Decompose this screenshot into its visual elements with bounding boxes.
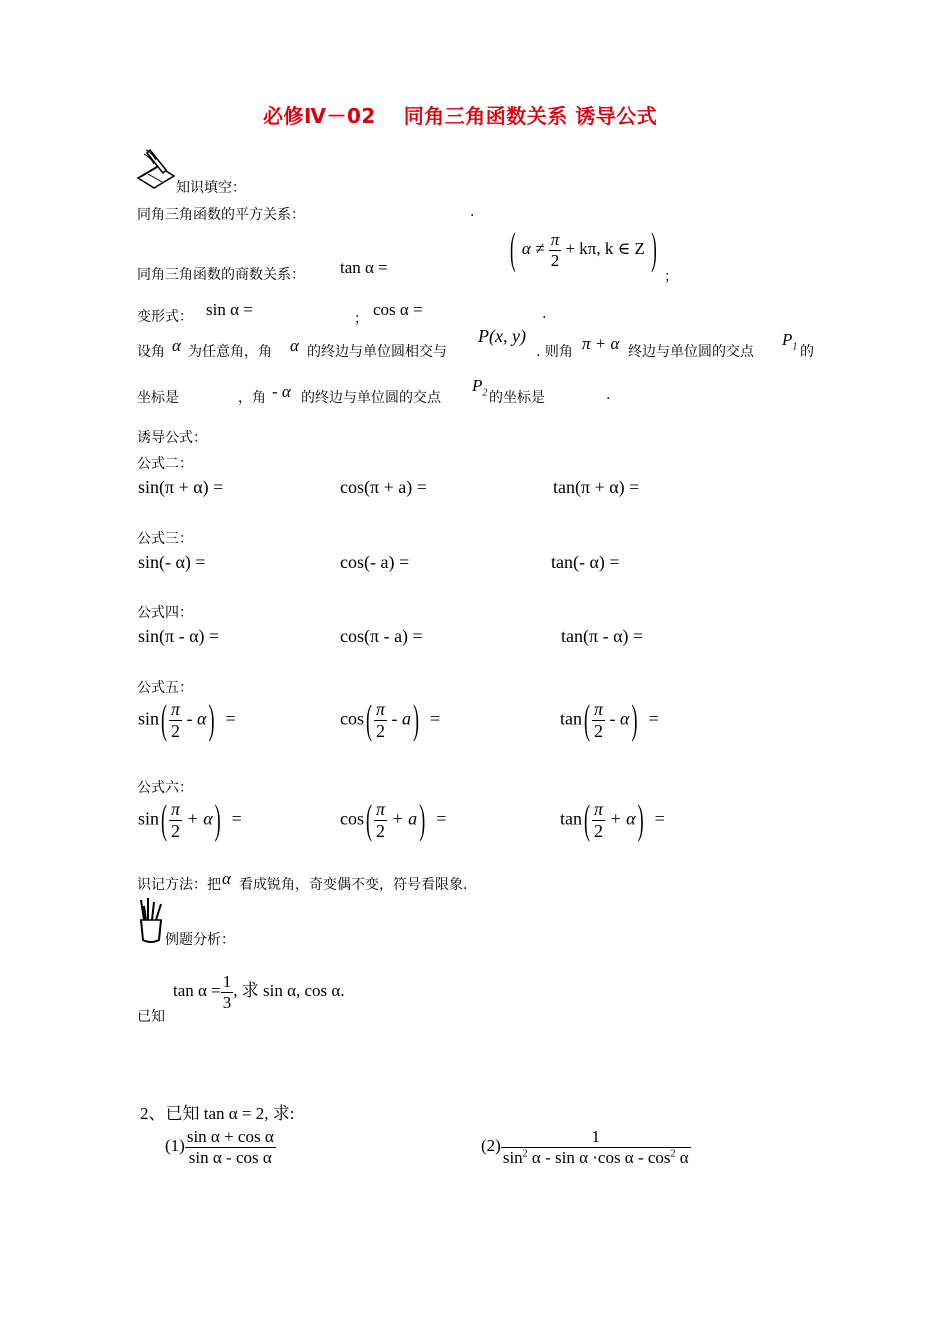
formula-5-label: 公式五：: [137, 680, 193, 696]
ex2-part2-den-c: α: [679, 1147, 689, 1167]
quotient-cond-num: π: [550, 230, 560, 249]
formula-5-sin-eq: =: [225, 708, 236, 729]
formula-6-cos-num: π: [376, 799, 386, 819]
formula-5-cos: cos ( $\frac{\pi}{2}$ - a ) =: [340, 696, 441, 743]
unit-circle-text-4: . 则角: [536, 344, 573, 360]
section-examples-label: 例题分析：: [165, 932, 235, 948]
coord-p2: [472, 376, 487, 398]
pencil-cup-icon: [137, 896, 165, 944]
formula-6-tan-den: 2: [594, 820, 604, 841]
formula-6-sin-eq: =: [231, 808, 242, 829]
variant-sin: sin α =: [206, 300, 253, 319]
ex1-lhs: tan α =: [173, 980, 221, 1000]
formula-5-cos-fn: cos: [340, 708, 364, 729]
ex2-part1-label: (1): [165, 1135, 185, 1155]
coord-text-2: ，角: [238, 390, 266, 406]
unit-circle-p1-letter: P: [782, 330, 793, 349]
ex2-part1-den: sin α - cos α: [188, 1147, 272, 1167]
ex2-part2-num: 1: [501, 1127, 691, 1148]
unit-circle-alpha: α: [172, 336, 181, 355]
ex1-prefix: 已知: [137, 1009, 165, 1025]
formula-5-cos-eq: =: [430, 708, 441, 729]
coord-text-3: 的终边与单位圆的交点: [301, 390, 441, 406]
formula-6-cos-fn: cos: [340, 808, 364, 829]
unit-circle-text-5: 终边与单位圆的交点: [628, 344, 754, 360]
formula-6-label: 公式六：: [137, 780, 193, 796]
unit-circle-text-6: 的: [800, 344, 814, 360]
quotient-condition: ( α ≠ $\frac{\pi}{2}$ + kπ, k ∈ Z ): [510, 224, 657, 274]
formula-3-cos: cos(- a) =: [340, 552, 410, 572]
formula-4-cos: cos(π - a) =: [340, 626, 423, 646]
ex2-part2-den-sup1: 2: [522, 1147, 528, 1159]
unit-circle-text-1: 设角: [137, 344, 165, 360]
ex2-part2-den: [501, 1148, 691, 1168]
formula-2-sin: sin(π + α) =: [138, 477, 224, 497]
formula-5-cos-den: 2: [376, 720, 386, 741]
variant-sep: ；: [354, 311, 368, 327]
quotient-lhs: tan α =: [340, 258, 388, 277]
formula-5-tan-num: π: [594, 699, 604, 719]
formula-5-sin-fn: sin: [138, 708, 160, 729]
formula-5-tan-eq: =: [648, 708, 659, 729]
coord-neg-alpha: - α: [272, 382, 291, 401]
unit-circle-text-2: 为任意角，角: [188, 344, 272, 360]
formula-5-tan-tail: - α: [609, 708, 630, 729]
ex2-part1: [165, 1127, 276, 1167]
formula-6-sin: sin ( $\frac{\pi}{2}$ + α ) =: [138, 796, 242, 843]
quotient-end: ；: [664, 269, 678, 285]
unit-circle-p1-sub: 1: [792, 341, 798, 353]
formula-6-sin-fn: sin: [138, 808, 160, 829]
ex2-part2-den-sup2: 2: [670, 1147, 676, 1159]
formula-2-tan: tan(π + α) =: [553, 477, 640, 497]
formula-5-sin-den: 2: [171, 720, 181, 741]
formula-6-sin-num: π: [171, 799, 181, 819]
coord-p2-letter: P: [472, 376, 483, 395]
quotient-cond-den: 2: [550, 250, 560, 270]
formula-5-cos-num: π: [376, 699, 386, 719]
coord-end: .: [606, 387, 611, 403]
coord-p2-sub: 2: [482, 387, 488, 399]
square-relation-end: .: [470, 204, 475, 220]
unit-circle-p1: [782, 330, 797, 352]
variant-label: 变形式：: [137, 309, 193, 325]
formula-6-tan-eq: =: [654, 808, 665, 829]
ex2-part2-label: (2): [481, 1135, 501, 1155]
formula-6-cos-eq: =: [436, 808, 447, 829]
ex1-num: 1: [222, 972, 232, 991]
formula-6-cos: cos ( $\frac{\pi}{2}$ + a ) =: [340, 796, 447, 843]
variant-end: .: [542, 306, 547, 322]
formula-6-cos-tail: + a: [391, 808, 418, 829]
formula-6-tan-fn: tan: [560, 808, 582, 829]
formula-5-sin-num: π: [171, 699, 181, 719]
pen-paper-icon: [136, 148, 176, 190]
formula-6-tan-num: π: [594, 799, 604, 819]
variant-cos: cos α =: [373, 300, 423, 319]
mnemonic-alpha: α: [222, 869, 231, 888]
formula-2-label: 公式二：: [137, 456, 193, 472]
ex1-rest: , 求 sin α, cos α.: [233, 980, 345, 1000]
formula-6-tan-tail: + α: [609, 808, 636, 829]
formula-4-tan: tan(π - α) =: [561, 626, 644, 646]
formula-6-tan: tan ( $\frac{\pi}{2}$ + α ) =: [560, 796, 665, 843]
induction-label: 诱导公式：: [137, 430, 207, 446]
page-title: 必修Ⅳ－02 同角三角函数关系 诱导公式: [263, 104, 658, 128]
quotient-cond-post: + kπ, k ∈ Z: [565, 238, 645, 258]
mnemonic-text-1: 识记方法：把: [137, 877, 221, 893]
formula-3-sin: sin(- α) =: [138, 552, 206, 572]
ex2-part2-den-b: α - sin α ·cos α - cos: [531, 1147, 671, 1167]
unit-circle-text-3: 的终边与单位圆相交与: [307, 344, 447, 360]
ex2-head: 2、已知 tan α = 2, 求:: [140, 1104, 295, 1123]
formula-5-cos-tail: - a: [391, 708, 412, 729]
formula-5-tan: tan ( $\frac{\pi}{2}$ - α ) =: [560, 696, 659, 743]
formula-5-sin-tail: - α: [186, 708, 207, 729]
formula-6-cos-den: 2: [376, 820, 386, 841]
formula-6-sin-den: 2: [171, 820, 181, 841]
ex1-den: 3: [222, 992, 232, 1012]
ex2-part2-den-a: sin: [502, 1147, 523, 1167]
formula-5-tan-den: 2: [594, 720, 604, 741]
ex2-part2: [481, 1127, 691, 1167]
coord-text-4: 的坐标是: [489, 390, 545, 406]
ex2-part1-num: sin α + cos α: [186, 1127, 274, 1146]
square-relation-text: 同角三角函数的平方关系：: [137, 207, 305, 223]
formula-3-label: 公式三：: [137, 531, 193, 547]
unit-circle-point: P(x, y): [478, 326, 526, 346]
formula-3-tan: tan(- α) =: [551, 552, 620, 572]
quotient-relation-text: 同角三角函数的商数关系：: [137, 267, 305, 283]
mnemonic-text-2: 看成锐角，奇变偶不变，符号看限象.: [239, 877, 468, 893]
formula-6-sin-tail: + α: [186, 808, 213, 829]
formula-5-tan-fn: tan: [560, 708, 582, 729]
formula-4-label: 公式四：: [137, 605, 193, 621]
unit-circle-pi-alpha: π + α: [582, 334, 620, 353]
quotient-cond-pre: α ≠: [521, 238, 545, 258]
unit-circle-alpha-2: α: [290, 336, 299, 355]
ex1-formula: [173, 972, 345, 1012]
formula-4-sin: sin(π - α) =: [138, 626, 220, 646]
coord-text-1: 坐标是: [137, 390, 179, 406]
section-knowledge-label: 知识填空：: [176, 180, 246, 196]
formula-5-sin: sin ( $\frac{\pi}{2}$ - α ) =: [138, 696, 236, 743]
formula-2-cos: cos(π + a) =: [340, 477, 427, 497]
